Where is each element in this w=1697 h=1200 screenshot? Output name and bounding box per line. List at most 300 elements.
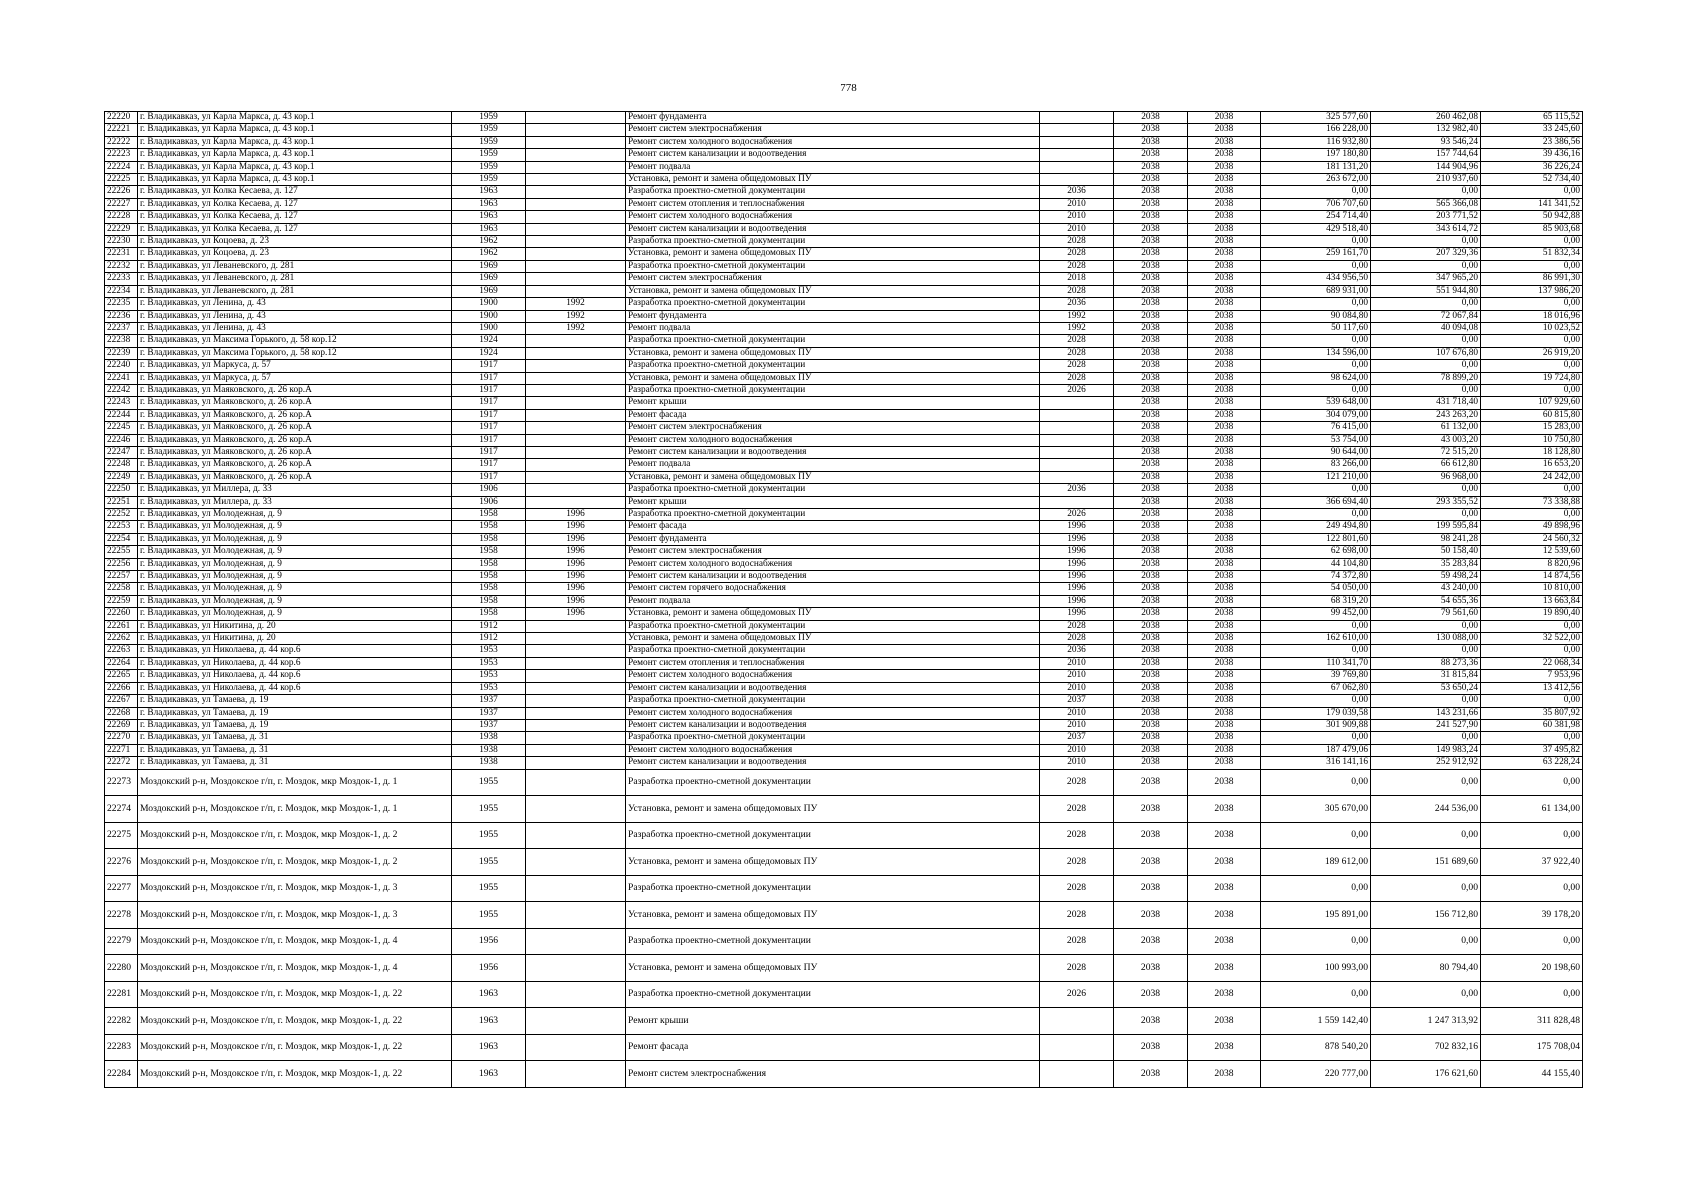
row-number: 22269 — [105, 719, 138, 731]
plan-end-year-cell: 2038 — [1188, 558, 1261, 570]
cost-owner-cell: 0,00 — [1481, 260, 1583, 272]
row-number: 22253 — [105, 521, 138, 533]
work-type-cell: Ремонт систем электроснабжения — [626, 1061, 1040, 1088]
year-built-cell: 1917 — [452, 409, 526, 421]
last-repair-year-cell: 2037 — [1040, 732, 1114, 744]
row-number: 22261 — [105, 620, 138, 632]
table-row — [105, 484, 1583, 496]
last-repair-year-cell: 2028 — [1040, 236, 1114, 248]
last-repair-year-cell: 2010 — [1040, 682, 1114, 694]
year-reconstruction-cell — [526, 273, 626, 285]
row-number: 22267 — [105, 695, 138, 707]
address-cell: г. Владикавказ, ул Молодежная, д. 9 — [138, 595, 452, 607]
year-built-cell: 1906 — [452, 484, 526, 496]
cost-owner-cell: 32 522,00 — [1481, 633, 1583, 645]
year-reconstruction-cell — [526, 682, 626, 694]
cost-fund-cell: 144 904,96 — [1371, 161, 1481, 173]
cost-fund-cell: 0,00 — [1371, 509, 1481, 521]
year-reconstruction-cell — [526, 186, 626, 198]
row-number: 22265 — [105, 670, 138, 682]
year-reconstruction-cell — [526, 732, 626, 744]
year-reconstruction-cell — [526, 434, 626, 446]
last-repair-year-cell: 2010 — [1040, 657, 1114, 669]
plan-end-year-cell: 2038 — [1188, 981, 1261, 1008]
cost-total-cell: 1 559 142,40 — [1261, 1008, 1371, 1035]
work-type-cell: Ремонт подвала — [626, 322, 1040, 334]
work-type-cell: Ремонт систем холодного водоснабжения — [626, 136, 1040, 148]
address-cell: г. Владикавказ, ул Тамаева, д. 19 — [138, 719, 452, 731]
row-number: 22240 — [105, 360, 138, 372]
year-built-cell: 1917 — [452, 422, 526, 434]
cost-total-cell: 0,00 — [1261, 236, 1371, 248]
cost-fund-cell: 252 912,92 — [1371, 757, 1481, 769]
year-built-cell: 1959 — [452, 174, 526, 186]
work-type-cell: Разработка проектно-сметной документации — [626, 875, 1040, 902]
cost-total-cell: 0,00 — [1261, 260, 1371, 272]
cost-total-cell: 0,00 — [1261, 822, 1371, 849]
plan-end-year-cell: 2038 — [1188, 471, 1261, 483]
cost-total-cell: 76 415,00 — [1261, 422, 1371, 434]
cost-total-cell: 263 672,00 — [1261, 174, 1371, 186]
row-number: 22221 — [105, 124, 138, 136]
plan-end-year-cell: 2038 — [1188, 459, 1261, 471]
year-built-cell: 1958 — [452, 521, 526, 533]
cost-fund-cell: 143 231,66 — [1371, 707, 1481, 719]
address-cell: г. Владикавказ, ул Леваневского, д. 281 — [138, 260, 452, 272]
plan-start-year-cell: 2038 — [1114, 384, 1188, 396]
last-repair-year-cell: 2036 — [1040, 645, 1114, 657]
plan-end-year-cell: 2038 — [1188, 719, 1261, 731]
plan-start-year-cell: 2038 — [1114, 360, 1188, 372]
plan-end-year-cell: 2038 — [1188, 796, 1261, 823]
cost-fund-cell: 53 650,24 — [1371, 682, 1481, 694]
work-type-cell: Ремонт систем отопления и теплоснабжения — [626, 657, 1040, 669]
year-reconstruction-cell: 1996 — [526, 521, 626, 533]
cost-total-cell: 366 694,40 — [1261, 496, 1371, 508]
cost-fund-cell: 50 158,40 — [1371, 546, 1481, 558]
cost-total-cell: 706 707,60 — [1261, 198, 1371, 210]
work-type-cell: Ремонт систем холодного водоснабжения — [626, 670, 1040, 682]
last-repair-year-cell: 2010 — [1040, 223, 1114, 235]
cost-fund-cell: 207 329,36 — [1371, 248, 1481, 260]
year-reconstruction-cell — [526, 285, 626, 297]
plan-end-year-cell: 2038 — [1188, 595, 1261, 607]
year-built-cell: 1963 — [452, 981, 526, 1008]
cost-total-cell: 83 266,00 — [1261, 459, 1371, 471]
cost-total-cell: 254 714,40 — [1261, 211, 1371, 223]
plan-end-year-cell: 2038 — [1188, 608, 1261, 620]
row-number: 22275 — [105, 822, 138, 849]
year-reconstruction-cell — [526, 471, 626, 483]
table-row — [105, 161, 1583, 173]
work-type-cell: Ремонт систем отопления и теплоснабжения — [626, 198, 1040, 210]
plan-end-year-cell: 2038 — [1188, 902, 1261, 929]
address-cell: г. Владикавказ, ул Карла Маркса, д. 43 кор.1 — [138, 149, 452, 161]
row-number: 22224 — [105, 161, 138, 173]
work-type-cell: Установка, ремонт и замена общедомовых ПУ — [626, 372, 1040, 384]
plan-end-year-cell: 2038 — [1188, 124, 1261, 136]
cost-owner-cell: 137 986,20 — [1481, 285, 1583, 297]
last-repair-year-cell: 1996 — [1040, 546, 1114, 558]
cost-owner-cell: 0,00 — [1481, 360, 1583, 372]
last-repair-year-cell: 1992 — [1040, 322, 1114, 334]
year-reconstruction-cell: 1996 — [526, 595, 626, 607]
table-row — [105, 1034, 1583, 1061]
last-repair-year-cell: 2028 — [1040, 796, 1114, 823]
cost-fund-cell: 132 982,40 — [1371, 124, 1481, 136]
last-repair-year-cell — [1040, 136, 1114, 148]
cost-fund-cell: 40 094,08 — [1371, 322, 1481, 334]
plan-end-year-cell: 2038 — [1188, 533, 1261, 545]
year-reconstruction-cell — [526, 757, 626, 769]
address-cell: г. Владикавказ, ул Николаева, д. 44 кор.6 — [138, 657, 452, 669]
plan-end-year-cell: 2038 — [1188, 310, 1261, 322]
cost-total-cell: 99 452,00 — [1261, 608, 1371, 620]
work-type-cell: Ремонт фасада — [626, 409, 1040, 421]
last-repair-year-cell: 2010 — [1040, 707, 1114, 719]
cost-owner-cell: 10 750,80 — [1481, 434, 1583, 446]
table-row — [105, 533, 1583, 545]
cost-fund-cell: 702 832,16 — [1371, 1034, 1481, 1061]
year-reconstruction-cell — [526, 223, 626, 235]
plan-start-year-cell: 2038 — [1114, 149, 1188, 161]
year-built-cell: 1959 — [452, 161, 526, 173]
last-repair-year-cell: 1996 — [1040, 583, 1114, 595]
year-built-cell: 1963 — [452, 211, 526, 223]
address-cell: г. Владикавказ, ул Молодежная, д. 9 — [138, 571, 452, 583]
work-type-cell: Разработка проектно-сметной документации — [626, 645, 1040, 657]
cost-owner-cell: 51 832,34 — [1481, 248, 1583, 260]
year-reconstruction-cell — [526, 446, 626, 458]
row-number: 22249 — [105, 471, 138, 483]
work-type-cell: Установка, ремонт и замена общедомовых ПУ — [626, 849, 1040, 876]
cost-total-cell: 0,00 — [1261, 360, 1371, 372]
cost-total-cell: 0,00 — [1261, 645, 1371, 657]
plan-end-year-cell: 2038 — [1188, 161, 1261, 173]
plan-start-year-cell: 2038 — [1114, 459, 1188, 471]
plan-start-year-cell: 2038 — [1114, 849, 1188, 876]
year-built-cell: 1906 — [452, 496, 526, 508]
last-repair-year-cell — [1040, 112, 1114, 124]
plan-start-year-cell: 2038 — [1114, 608, 1188, 620]
work-type-cell: Разработка проектно-сметной документации — [626, 695, 1040, 707]
year-reconstruction-cell — [526, 695, 626, 707]
row-number: 22244 — [105, 409, 138, 421]
plan-start-year-cell: 2038 — [1114, 955, 1188, 982]
work-type-cell: Разработка проектно-сметной документации — [626, 298, 1040, 310]
repair-schedule-table — [104, 111, 1583, 1088]
year-built-cell: 1958 — [452, 509, 526, 521]
address-cell: г. Владикавказ, ул Маяковского, д. 26 кор.А — [138, 422, 452, 434]
year-built-cell: 1963 — [452, 186, 526, 198]
plan-end-year-cell: 2038 — [1188, 149, 1261, 161]
plan-end-year-cell: 2038 — [1188, 928, 1261, 955]
cost-owner-cell: 0,00 — [1481, 186, 1583, 198]
cost-total-cell: 100 993,00 — [1261, 955, 1371, 982]
last-repair-year-cell: 2028 — [1040, 928, 1114, 955]
cost-total-cell: 189 612,00 — [1261, 849, 1371, 876]
cost-fund-cell: 98 241,28 — [1371, 533, 1481, 545]
last-repair-year-cell: 2036 — [1040, 298, 1114, 310]
table-row — [105, 796, 1583, 823]
work-type-cell: Ремонт систем холодного водоснабжения — [626, 707, 1040, 719]
address-cell: г. Владикавказ, ул Карла Маркса, д. 43 кор.1 — [138, 112, 452, 124]
year-reconstruction-cell — [526, 645, 626, 657]
address-cell: Моздокский р-н, Моздокское г/п, г. Моздок, мкр Моздок-1, д. 1 — [138, 796, 452, 823]
row-number: 22241 — [105, 372, 138, 384]
year-built-cell: 1962 — [452, 236, 526, 248]
plan-start-year-cell: 2038 — [1114, 521, 1188, 533]
plan-start-year-cell: 2038 — [1114, 397, 1188, 409]
address-cell: г. Владикавказ, ул Маркуса, д. 57 — [138, 360, 452, 372]
plan-start-year-cell: 2038 — [1114, 236, 1188, 248]
last-repair-year-cell — [1040, 409, 1114, 421]
cost-total-cell: 187 479,06 — [1261, 744, 1371, 756]
plan-end-year-cell: 2038 — [1188, 186, 1261, 198]
address-cell: Моздокский р-н, Моздокское г/п, г. Моздок, мкр Моздок-1, д. 3 — [138, 902, 452, 929]
cost-owner-cell: 60 381,98 — [1481, 719, 1583, 731]
cost-owner-cell: 35 807,92 — [1481, 707, 1583, 719]
plan-end-year-cell: 2038 — [1188, 285, 1261, 297]
cost-total-cell: 305 670,00 — [1261, 796, 1371, 823]
cost-fund-cell: 93 546,24 — [1371, 136, 1481, 148]
year-built-cell: 1917 — [452, 360, 526, 372]
table-row — [105, 558, 1583, 570]
year-reconstruction-cell — [526, 707, 626, 719]
year-built-cell: 1955 — [452, 769, 526, 796]
cost-total-cell: 181 131,20 — [1261, 161, 1371, 173]
year-reconstruction-cell: 1992 — [526, 310, 626, 322]
address-cell: г. Владикавказ, ул Молодежная, д. 9 — [138, 533, 452, 545]
plan-end-year-cell: 2038 — [1188, 1061, 1261, 1088]
plan-start-year-cell: 2038 — [1114, 409, 1188, 421]
plan-start-year-cell: 2038 — [1114, 902, 1188, 929]
plan-end-year-cell: 2038 — [1188, 620, 1261, 632]
cost-fund-cell: 0,00 — [1371, 928, 1481, 955]
work-type-cell: Ремонт систем электроснабжения — [626, 124, 1040, 136]
cost-fund-cell: 35 283,84 — [1371, 558, 1481, 570]
last-repair-year-cell: 2028 — [1040, 285, 1114, 297]
plan-start-year-cell: 2038 — [1114, 422, 1188, 434]
row-number: 22262 — [105, 633, 138, 645]
address-cell: г. Владикавказ, ул Ленина, д. 43 — [138, 298, 452, 310]
year-built-cell: 1958 — [452, 583, 526, 595]
cost-fund-cell: 156 712,80 — [1371, 902, 1481, 929]
year-reconstruction-cell — [526, 384, 626, 396]
year-reconstruction-cell — [526, 459, 626, 471]
cost-total-cell: 301 909,88 — [1261, 719, 1371, 731]
plan-end-year-cell: 2038 — [1188, 695, 1261, 707]
year-reconstruction-cell — [526, 124, 626, 136]
year-reconstruction-cell — [526, 372, 626, 384]
plan-end-year-cell: 2038 — [1188, 1034, 1261, 1061]
plan-start-year-cell: 2038 — [1114, 223, 1188, 235]
cost-total-cell: 0,00 — [1261, 509, 1371, 521]
plan-end-year-cell: 2038 — [1188, 657, 1261, 669]
cost-owner-cell: 23 386,56 — [1481, 136, 1583, 148]
table-row — [105, 397, 1583, 409]
cost-fund-cell: 0,00 — [1371, 236, 1481, 248]
address-cell: г. Владикавказ, ул Тамаева, д. 31 — [138, 744, 452, 756]
cost-fund-cell: 343 614,72 — [1371, 223, 1481, 235]
cost-owner-cell: 14 874,56 — [1481, 571, 1583, 583]
year-built-cell: 1959 — [452, 149, 526, 161]
plan-end-year-cell: 2038 — [1188, 645, 1261, 657]
row-number: 22228 — [105, 211, 138, 223]
cost-owner-cell: 65 115,52 — [1481, 112, 1583, 124]
last-repair-year-cell — [1040, 174, 1114, 186]
year-built-cell: 1912 — [452, 620, 526, 632]
year-built-cell: 1938 — [452, 757, 526, 769]
year-reconstruction-cell: 1996 — [526, 558, 626, 570]
cost-fund-cell: 59 498,24 — [1371, 571, 1481, 583]
table-row — [105, 670, 1583, 682]
cost-owner-cell: 0,00 — [1481, 298, 1583, 310]
year-built-cell: 1958 — [452, 558, 526, 570]
address-cell: г. Владикавказ, ул Николаева, д. 44 кор.6 — [138, 645, 452, 657]
cost-fund-cell: 0,00 — [1371, 298, 1481, 310]
cost-total-cell: 195 891,00 — [1261, 902, 1371, 929]
year-built-cell: 1937 — [452, 719, 526, 731]
work-type-cell: Разработка проектно-сметной документации — [626, 620, 1040, 632]
year-reconstruction-cell — [526, 875, 626, 902]
address-cell: г. Владикавказ, ул Колка Кесаева, д. 127 — [138, 186, 452, 198]
year-built-cell: 1958 — [452, 533, 526, 545]
cost-owner-cell: 61 134,00 — [1481, 796, 1583, 823]
cost-fund-cell: 80 794,40 — [1371, 955, 1481, 982]
year-reconstruction-cell — [526, 822, 626, 849]
plan-start-year-cell: 2038 — [1114, 509, 1188, 521]
year-reconstruction-cell — [526, 161, 626, 173]
table-row — [105, 322, 1583, 334]
plan-start-year-cell: 2038 — [1114, 124, 1188, 136]
last-repair-year-cell: 2028 — [1040, 769, 1114, 796]
cost-total-cell: 249 494,80 — [1261, 521, 1371, 533]
cost-owner-cell: 19 724,80 — [1481, 372, 1583, 384]
year-built-cell: 1938 — [452, 744, 526, 756]
year-built-cell: 1956 — [452, 928, 526, 955]
work-type-cell: Ремонт подвала — [626, 459, 1040, 471]
table-row — [105, 1061, 1583, 1088]
cost-fund-cell: 0,00 — [1371, 384, 1481, 396]
work-type-cell: Ремонт систем горячего водоснабжения — [626, 583, 1040, 595]
year-reconstruction-cell — [526, 928, 626, 955]
cost-total-cell: 116 932,80 — [1261, 136, 1371, 148]
last-repair-year-cell: 2028 — [1040, 620, 1114, 632]
cost-owner-cell: 39 436,16 — [1481, 149, 1583, 161]
cost-total-cell: 0,00 — [1261, 384, 1371, 396]
row-number: 22234 — [105, 285, 138, 297]
table-row — [105, 981, 1583, 1008]
cost-fund-cell: 72 067,84 — [1371, 310, 1481, 322]
year-built-cell: 1958 — [452, 546, 526, 558]
year-built-cell: 1959 — [452, 112, 526, 124]
row-number: 22230 — [105, 236, 138, 248]
year-built-cell: 1953 — [452, 657, 526, 669]
year-reconstruction-cell — [526, 260, 626, 272]
year-built-cell: 1917 — [452, 397, 526, 409]
plan-start-year-cell: 2038 — [1114, 796, 1188, 823]
work-type-cell: Установка, ремонт и замена общедомовых ПУ — [626, 248, 1040, 260]
cost-owner-cell: 0,00 — [1481, 981, 1583, 1008]
row-number: 22277 — [105, 875, 138, 902]
plan-end-year-cell: 2038 — [1188, 670, 1261, 682]
cost-owner-cell: 0,00 — [1481, 875, 1583, 902]
plan-end-year-cell: 2038 — [1188, 633, 1261, 645]
plan-start-year-cell: 2038 — [1114, 161, 1188, 173]
work-type-cell: Установка, ремонт и замена общедомовых ПУ — [626, 471, 1040, 483]
row-number: 22238 — [105, 335, 138, 347]
last-repair-year-cell: 2010 — [1040, 211, 1114, 223]
year-built-cell: 1969 — [452, 285, 526, 297]
table-row — [105, 521, 1583, 533]
year-reconstruction-cell: 1996 — [526, 533, 626, 545]
address-cell: Моздокский р-н, Моздокское г/п, г. Моздок, мкр Моздок-1, д. 22 — [138, 1008, 452, 1035]
year-reconstruction-cell — [526, 360, 626, 372]
plan-start-year-cell: 2038 — [1114, 446, 1188, 458]
cost-fund-cell: 0,00 — [1371, 484, 1481, 496]
year-built-cell: 1955 — [452, 822, 526, 849]
last-repair-year-cell: 1996 — [1040, 521, 1114, 533]
address-cell: г. Владикавказ, ул Колка Кесаева, д. 127 — [138, 198, 452, 210]
row-number: 22227 — [105, 198, 138, 210]
year-reconstruction-cell — [526, 409, 626, 421]
plan-end-year-cell: 2038 — [1188, 955, 1261, 982]
plan-end-year-cell: 2038 — [1188, 360, 1261, 372]
cost-owner-cell: 175 708,04 — [1481, 1034, 1583, 1061]
cost-owner-cell: 0,00 — [1481, 509, 1583, 521]
year-built-cell: 1955 — [452, 875, 526, 902]
table-row — [105, 434, 1583, 446]
row-number: 22281 — [105, 981, 138, 1008]
row-number: 22254 — [105, 533, 138, 545]
plan-start-year-cell: 2038 — [1114, 822, 1188, 849]
work-type-cell: Ремонт систем электроснабжения — [626, 546, 1040, 558]
year-reconstruction-cell — [526, 1061, 626, 1088]
year-reconstruction-cell — [526, 422, 626, 434]
cost-fund-cell: 72 515,20 — [1371, 446, 1481, 458]
table-row — [105, 335, 1583, 347]
work-type-cell: Установка, ремонт и замена общедомовых ПУ — [626, 174, 1040, 186]
year-reconstruction-cell — [526, 955, 626, 982]
cost-owner-cell: 0,00 — [1481, 769, 1583, 796]
plan-end-year-cell: 2038 — [1188, 422, 1261, 434]
row-number: 22239 — [105, 347, 138, 359]
plan-start-year-cell: 2038 — [1114, 335, 1188, 347]
year-built-cell: 1917 — [452, 471, 526, 483]
address-cell: Моздокский р-н, Моздокское г/п, г. Моздок, мкр Моздок-1, д. 4 — [138, 928, 452, 955]
last-repair-year-cell — [1040, 422, 1114, 434]
table-row — [105, 124, 1583, 136]
table-row — [105, 509, 1583, 521]
cost-fund-cell: 0,00 — [1371, 260, 1481, 272]
plan-start-year-cell: 2038 — [1114, 645, 1188, 657]
address-cell: г. Владикавказ, ул Никитина, д. 20 — [138, 620, 452, 632]
year-built-cell: 1959 — [452, 124, 526, 136]
cost-total-cell: 434 956,50 — [1261, 273, 1371, 285]
address-cell: Моздокский р-н, Моздокское г/п, г. Моздок, мкр Моздок-1, д. 22 — [138, 1034, 452, 1061]
last-repair-year-cell: 2028 — [1040, 248, 1114, 260]
table-row — [105, 496, 1583, 508]
last-repair-year-cell — [1040, 459, 1114, 471]
year-built-cell: 1917 — [452, 434, 526, 446]
last-repair-year-cell: 1996 — [1040, 595, 1114, 607]
cost-fund-cell: 0,00 — [1371, 695, 1481, 707]
cost-fund-cell: 0,00 — [1371, 620, 1481, 632]
row-number: 22226 — [105, 186, 138, 198]
plan-start-year-cell: 2038 — [1114, 347, 1188, 359]
cost-total-cell: 44 104,80 — [1261, 558, 1371, 570]
